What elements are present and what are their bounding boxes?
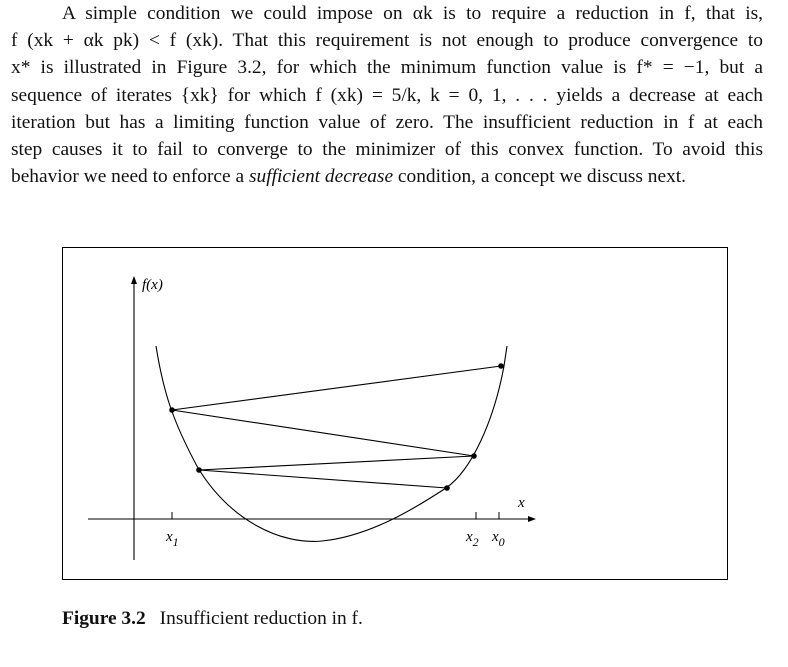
x-axis-label: x <box>518 495 525 511</box>
tick-label-x1-sub: 1 <box>172 535 179 549</box>
y-axis-arrowhead <box>131 276 137 284</box>
paragraph-line-1: A simple condition we could impose on αk is to require a reduction in f, that is, <box>62 3 763 24</box>
tick-label-x1 <box>165 529 179 549</box>
figure-caption-label: Figure 3.2 <box>62 608 146 629</box>
convex-function-curve <box>156 346 507 541</box>
paragraph-line-6: step causes it to fail to converge to the minimizer of this convex function. To avoid this <box>11 139 763 161</box>
paragraph-line-5: iteration but has a limiting function value of zero. The insufficient reduction in f at each <box>11 111 763 133</box>
figure-caption <box>62 608 363 630</box>
tick-label-x2-sub: 2 <box>472 535 479 549</box>
tick-label-x0-sub: 0 <box>498 535 505 549</box>
y-axis-label: f(x) <box>142 277 163 293</box>
tick-label-x2-base: x <box>466 529 473 545</box>
tick-label-x2 <box>465 529 479 549</box>
paragraph-line-7-start: behavior we need to enforce a <box>11 166 249 188</box>
paragraph-line-7-end: condition, a concept we discuss next. <box>393 166 687 188</box>
sufficient-decrease-term: sufficient decrease <box>248 166 394 188</box>
iterate-point-x4 <box>444 485 450 491</box>
chord-x0-to-x1 <box>172 366 501 410</box>
iterate-point-x3 <box>196 467 202 473</box>
chord-x1-to-x2 <box>172 410 474 456</box>
chord-x2-to-x3 <box>199 456 474 470</box>
chord-x3-to-x4 <box>199 470 447 488</box>
iterate-point-x1 <box>169 407 175 413</box>
tick-label-x1-base: x <box>166 529 173 545</box>
iterate-point-x2 <box>471 453 477 459</box>
paragraph-line-3: x* is illustrated in Figure 3.2, for which the minimum function value is f* = −1, but a <box>11 57 763 79</box>
tick-label-x0-base: x <box>492 529 499 545</box>
paragraph-line-2: f (xk + αk pk) < f (xk). That this requirement is not enough to produce convergence to <box>11 30 763 52</box>
figure-caption-text: Insufficient reduction in f. <box>159 608 363 629</box>
paragraph-line-4: sequence of iterates {xk} for which f (xk) = 5/k, k = 0, 1, . . . yields a decrease at each <box>11 84 763 106</box>
iterate-point-x0 <box>498 363 504 369</box>
x-axis-arrowhead <box>528 516 536 522</box>
tick-label-x0 <box>491 529 505 549</box>
